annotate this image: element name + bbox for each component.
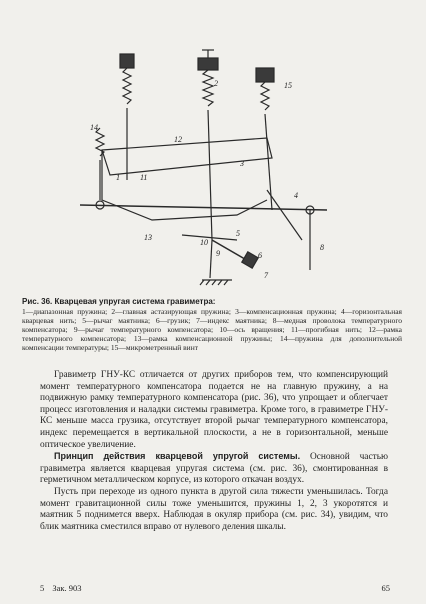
figure-label: 15 — [284, 81, 292, 90]
figure-label: 4 — [294, 191, 298, 200]
horizontal-fiber — [80, 205, 327, 210]
figure-label: 13 — [144, 233, 152, 242]
order-number: Зак. 903 — [52, 583, 82, 593]
screw-head-center — [198, 58, 218, 70]
paragraph-3: Пусть при переходе из одного пункта в другой сила тяжести уменьшилась. Тогда момент гравитационной силы тоже уменьшится, пружины 1, 2, 3 укоротятся и маятник 5 поднимется вверх. Наблюдая в окуляр прибора (см. рис. 34), увидим, что блик маятника сместился вправо от нулевого деления шкалы. — [40, 486, 388, 532]
figure-label: 7 — [264, 271, 268, 280]
figure-label: 5 — [236, 229, 240, 238]
section-heading: Принцип действия кварцевой упругой системы. — [54, 451, 301, 462]
figure-label: 6 — [258, 251, 262, 260]
gravimeter-diagram — [62, 40, 352, 288]
print-info — [40, 583, 88, 593]
spring-right — [261, 82, 269, 110]
spring-center — [203, 70, 213, 106]
figure-label: 9 — [216, 249, 220, 258]
paragraph-2-text: Основной частью гравиметра является кварцевая упругая система (см. рис. 36), смонтированная в герметичном металлическом корпусе, из которого откачан воздух. — [40, 452, 388, 486]
screw-head-right — [256, 68, 274, 82]
spring-left — [123, 68, 131, 104]
paragraph-2 — [40, 451, 388, 487]
page-number: 65 — [381, 583, 390, 593]
caption-body: 1—диапазонная пружина; 2—главная астазирующая пружина; 3—компенсационная пружина; 4—горизонтальная кварцевая нить; 5—рычаг маятника; 6—грузик; 7—индекс маятника; 8—медная проволока температурного компенсатора; 9—рычаг температурного компенсатора; 10—ось вращения; 11—прогибная нить; 12—рамка температурного компенсатора; 13—рамка компенсационной пружины; 14—пружина для дополнительной компенсации температуры; 15—микрометренный винт — [22, 307, 402, 352]
screw-head-left — [120, 54, 134, 68]
figure-label: 8 — [320, 243, 324, 252]
body-text — [40, 370, 388, 533]
caption-title: Рис. 36. Кварцевая упругая система гравиметра: — [22, 297, 216, 306]
pendulum-weight — [242, 252, 258, 268]
figure-label: 3 — [240, 159, 244, 168]
sheet-number: 5 — [40, 583, 45, 593]
spring-temperature — [96, 128, 104, 156]
paragraph-1: Гравиметр ГНУ-КС отличается от других приборов тем, что компенсирующий момент температурного компенсатора подается не на главную пружину, а на подвижную рамку температурного компенсатора (рис. 36), что упрощает и облегчает процесс изготовления и наладки системы гравиметра. Кроме того, в гравиметре ГНУ-КС меньше масса грузика, отсутствует второй рычаг температурного компенсатора, индекс перемещается в вертикальной плоскости, а не в горизонтальной, меньше оптическое увеличение. — [40, 370, 388, 450]
figure-label: 2 — [214, 79, 218, 88]
figure-label: 12 — [174, 135, 182, 144]
page-footer — [40, 583, 390, 593]
figure-label: 14 — [90, 123, 98, 132]
figure-label: 1 — [116, 173, 120, 182]
figure-label: 11 — [140, 173, 148, 182]
figure-caption — [22, 297, 402, 352]
figure-label: 10 — [200, 238, 208, 247]
